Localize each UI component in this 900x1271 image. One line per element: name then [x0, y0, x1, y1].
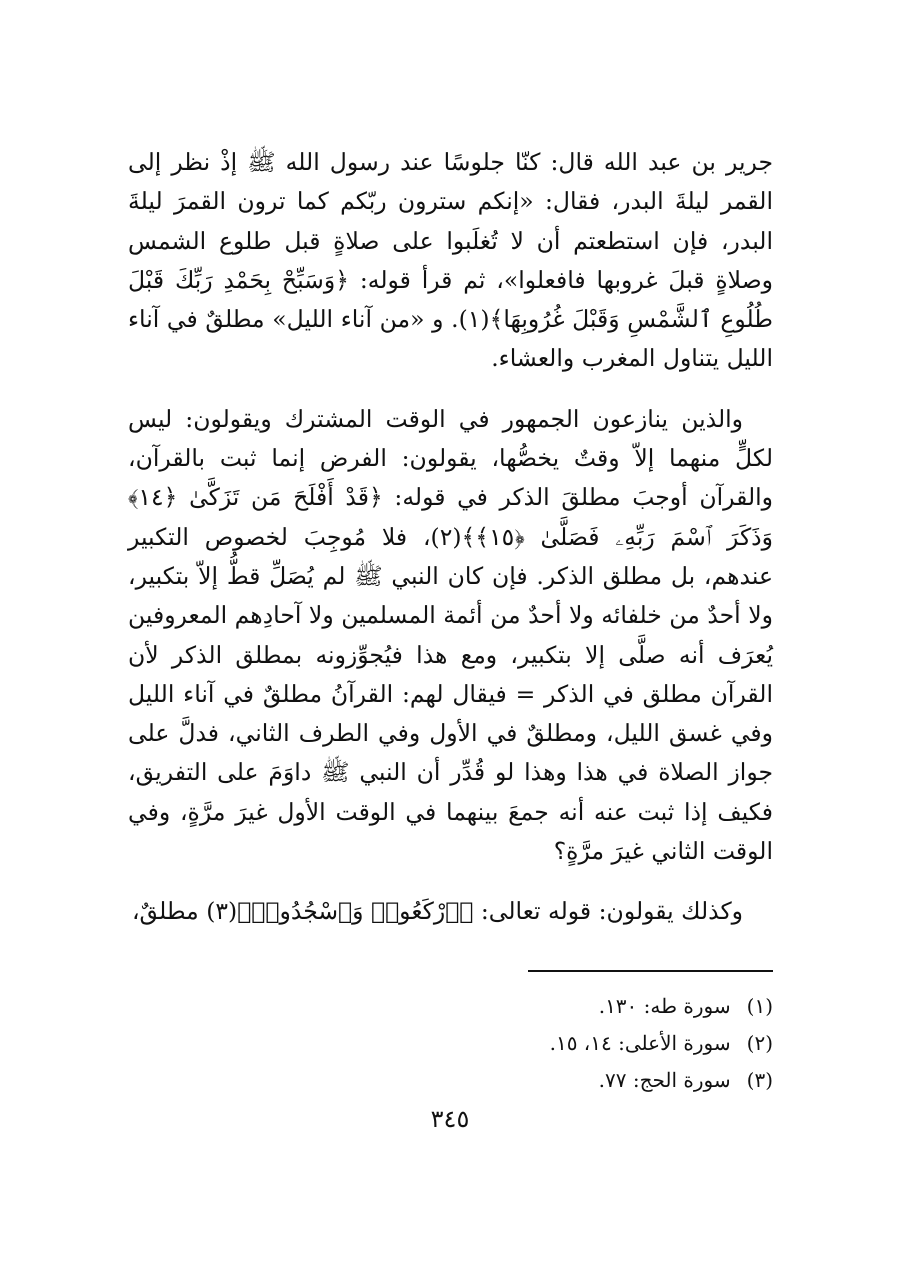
footnote-text: سورة الحج: ٧٧.: [598, 1068, 731, 1092]
footnote-text: سورة الأعلى: ١٤، ١٥.: [549, 1031, 731, 1055]
footnote-mark: (٢): [746, 1031, 773, 1055]
footnote-mark: (٣): [746, 1068, 773, 1092]
footnote-3: [400, 1062, 773, 1099]
footnotes: [400, 988, 773, 1099]
page-number: ٣٤٥: [430, 1105, 470, 1133]
footnote-mark: (١): [746, 994, 773, 1018]
main-text: [128, 143, 773, 932]
footnote-2: [400, 1025, 773, 1062]
footnote-text: سورة طه: ١٣٠.: [598, 994, 731, 1018]
paragraph-3: وكذلك يقولون: قوله تعالى: ﴿ٱرْكَعُوا۟ وَٱسْجُدُوا۟﴾(٣) مطلقٌ،: [131, 897, 743, 926]
footnote-1: [400, 988, 773, 1025]
footnote-separator: [528, 970, 773, 972]
paragraph-2: والذين ينازعون الجمهور في الوقت المشترك ويقولون: ليس لكلٍّ منهما إلاّ وقتٌ يخصُّها، يقولون: الفرض إنما ثبت بالقرآن، والقرآن أوجبَ مطلقَ الذكر في قوله: ﴿قَدْ أَفْلَحَ مَن تَزَكَّىٰ ﴿١٤﴾ وَذَكَرَ ٱسْمَ رَبِّهِۦ فَصَلَّىٰ ﴿١٥﴾﴾(٢)، فلا مُوجِبَ لخصوص التكبير عندهم، بل مطلق الذكر. فإن كان النبي ﷺ لم يُصَلِّ قطُّ إلاّ بتكبير، ولا أحدٌ من خلفائه ولا أحدٌ من أئمة المسلمين ولا آحادِهم المعروفين يُعرَف أنه صلَّى إلا بتكبير، ومع هذا فيُجوِّزونه بمطلق الذكر لأن القرآن مطلق في الذكر = فيقال لهم: القرآنُ مطلقٌ في آناء الليل وفي غسق الليل، ومطلقٌ في الأول وفي الطرف الثاني، فدلَّ على جواز الصلاة في هذا وهذا لو قُدِّر أن النبي ﷺ داوَمَ على التفريق، فكيف إذا ثبت عنه أنه جمعَ بينهما في الوقت الأول غيرَ مرَّةٍ، وفي الوقت الثاني غيرَ مرَّةٍ؟: [128, 404, 773, 866]
paragraph-1: جرير بن عبد الله قال: كنّا جلوسًا عند رسول الله ﷺ إذْ نظر إلى القمر ليلةَ البدر، فقال: «إنكم سترون ربّكم كما ترون القمرَ ليلةَ البدر، فإن استطعتم أن لا تُغلَبوا على صلاةٍ قبل طلوع الشمس وصلاةٍ قبلَ غروبها فافعلوا»، ثم قرأ قوله: ﴿وَسَبِّحْ بِحَمْدِ رَبِّكَ قَبْلَ طُلُوعِ ٱلشَّمْسِ وَقَبْلَ غُرُوبِهَا﴾(١). و «من آناء الليل» مطلقٌ في آناء الليل يتناول المغرب والعشاء.: [128, 148, 773, 373]
